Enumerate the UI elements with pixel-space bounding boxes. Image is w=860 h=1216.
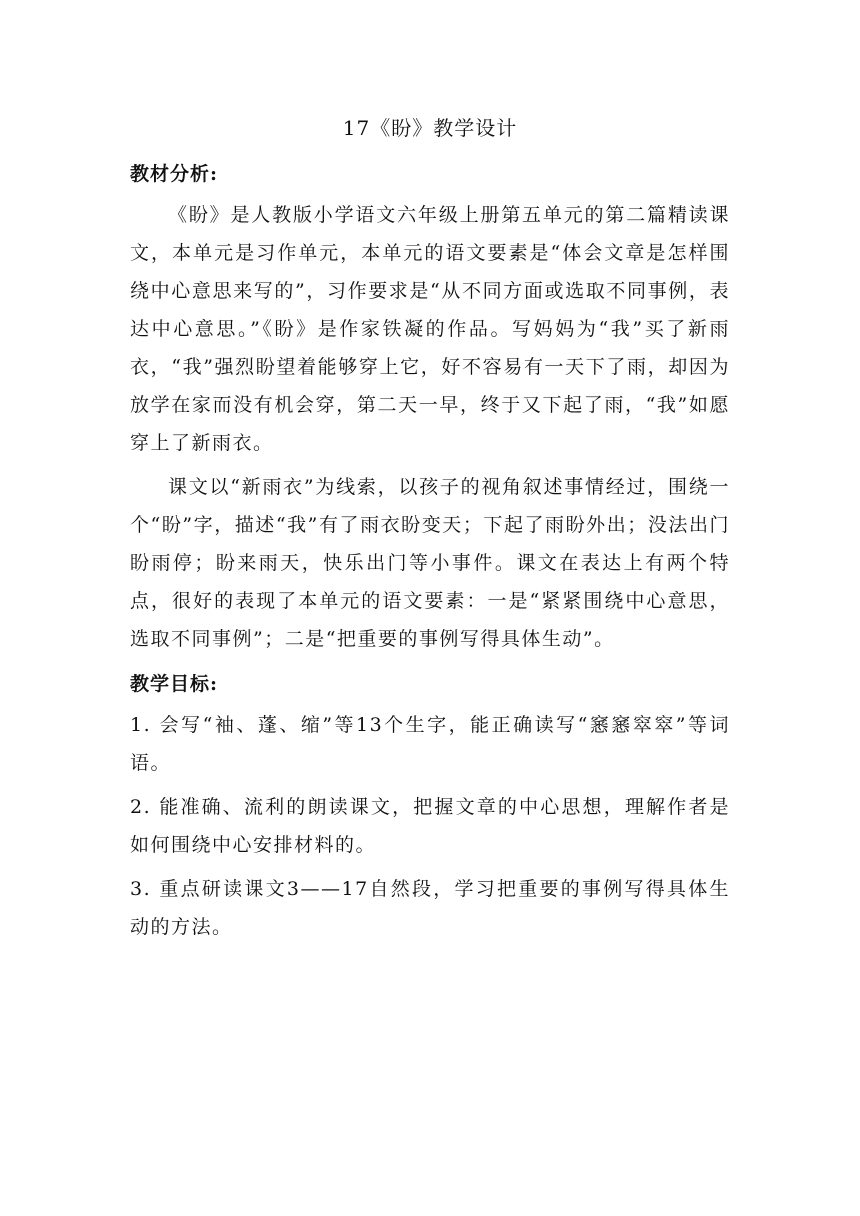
document-title: 17《盼》教学设计 [342, 116, 518, 140]
section-heading-analysis: 教材分析: [130, 163, 219, 185]
objective-item-2: 2. 能准确、流利的朗读课文，把握文章的中心思想，理解作者是如何围绕中心安排材料的。 [130, 796, 730, 856]
document-page [130, 108, 730, 952]
section-heading-objectives: 教学目标: [130, 673, 219, 695]
analysis-paragraph-2: 课文以“新雨衣”为线索，以孩子的视角叙述事情经过，围绕一个“盼”字，描述“我”有了雨衣盼变天；下起了雨盼外出；没法出门盼雨停；盼来雨天，快乐出门等小事件。课文在表达上有两个特点，很好的表现了本单元的语文要素：一是“紧紧围绕中心意思，选取不同事例”；二是“把重要的事例写得具体生动”。 [130, 476, 730, 650]
analysis-paragraph-1: 《盼》是人教版小学语文六年级上册第五单元的第二篇精读课文，本单元是习作单元，本单元的语文要素是“体会文章是怎样围绕中心意思来写的”，习作要求是“从不同方面或选取不同事例，表达中心意思。”《盼》是作家铁凝的作品。写妈妈为“我”买了新雨衣，“我”强烈盼望着能够穿上它，好不容易有一天下了雨，却因为放学在家而没有机会穿，第二天一早，终于又下起了雨，“我”如愿穿上了新雨衣。 [130, 204, 730, 454]
objective-item-1: 1. 会写“袖、蓬、缩”等13个生字，能正确读写“窸窸窣窣”等词语。 [130, 714, 730, 774]
objective-item-3: 3. 重点研读课文3——17自然段，学习把重要的事例写得具体生动的方法。 [130, 878, 730, 938]
